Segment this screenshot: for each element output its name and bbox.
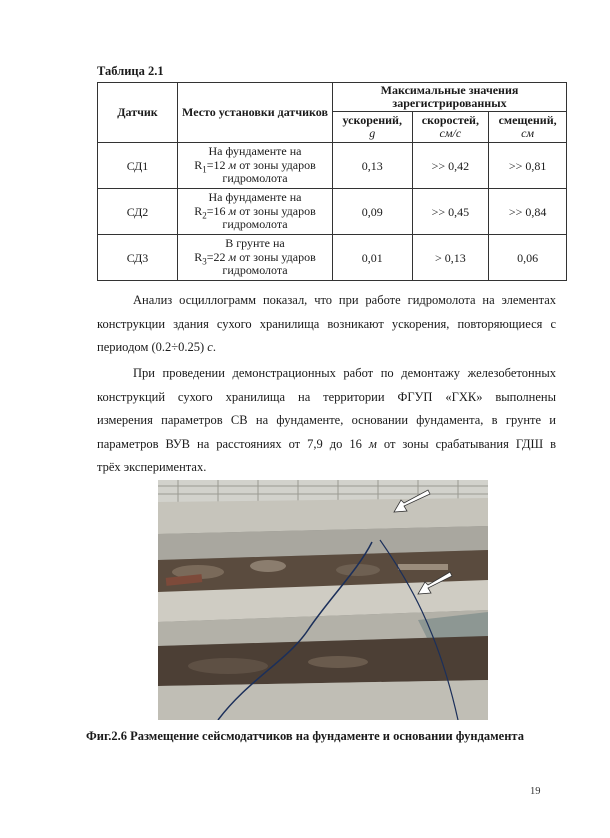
place-line-2: $R_1=12$ м от зоны ударов [194,157,316,175]
experiments-paragraph [97,362,556,480]
paragraph-line: конструкции здания сухого хранилища возникают ускорения, повторяющиеся с [97,316,556,331]
foundation-photo-drawing [158,480,488,720]
place-line-2: $R_2=16$ м от зоны ударов [194,203,316,221]
place-line-1: На фундаменте на [208,190,302,205]
table-row [98,143,567,189]
foundation-photo [158,480,488,720]
cell-place [178,189,333,235]
page-number: 19 [530,786,541,797]
cell-sensor: СД2 [98,189,178,235]
cell-acceleration: 0,09 [333,189,413,235]
paragraph-line: параметров ВУВ на расстояниях от 7,9 до 16 м от зоны срабатывания ГДШ в [97,436,556,451]
table-row [98,235,567,281]
header-sensor: Датчик [98,83,178,143]
cell-place [178,235,333,281]
paragraph-line: конструкций сухого хранилища на территории ФГУП «ГХК» выполнены [97,389,556,404]
header-max-values: Максимальные значения зарегистрированных [333,83,567,112]
paragraph-line: измерения параметров СВ на фундаменте, основании фундамента, в грунте и [97,413,556,427]
place-line-2: $R_3=22$ м от зоны ударов [194,249,316,267]
cell-sensor: СД3 [98,235,178,281]
header-acceleration-label: ускорений, [342,113,402,127]
cell-speed: > 0,13 [412,235,489,281]
paragraph-line: трёх экспериментах. [97,460,207,474]
cell-speed: >> 0,42 [412,143,489,189]
cell-displacement: 0,06 [489,235,567,281]
place-line-3: гидромолота [222,263,288,278]
cell-sensor: СД1 [98,143,178,189]
place-line-3: гидромолота [222,217,288,232]
table-row [98,189,567,235]
header-speed-label: скоростей, [421,113,479,127]
analysis-paragraph [97,289,556,360]
cell-displacement: >> 0,81 [489,143,567,189]
cell-place [178,143,333,189]
header-displacement-label: смещений, [498,113,557,127]
place-line-3: гидромолота [222,171,288,186]
paragraph-line: При проведении демонстрационных работ по демонтажу железобетонных [133,366,556,380]
results-table [97,82,567,281]
cell-acceleration: 0,01 [333,235,413,281]
cell-acceleration: 0,13 [333,143,413,189]
place-line-1: В грунте на [225,236,285,251]
header-place: Место установки датчиков [178,83,333,143]
cell-speed: >> 0,45 [412,189,489,235]
paragraph-line: периодом (0.2÷0.25) с. [97,340,216,354]
table-title: Таблица 2.1 [97,64,164,78]
place-line-1: На фундаменте на [208,144,302,159]
paragraph-line: Анализ осциллограмм показал, что при работе гидромолота на элементах [133,293,556,307]
header-acceleration-unit: g [369,126,376,140]
header-speed-unit: см/с [439,126,462,140]
header-displacement [489,112,567,143]
header-speed [412,112,489,143]
header-acceleration [333,112,413,143]
header-displacement-unit: см [521,126,535,140]
figure-caption: Фиг.2.6 Размещение сейсмодатчиков на фундаменте и основании фундамента [86,729,524,743]
cell-displacement: >> 0,84 [489,189,567,235]
